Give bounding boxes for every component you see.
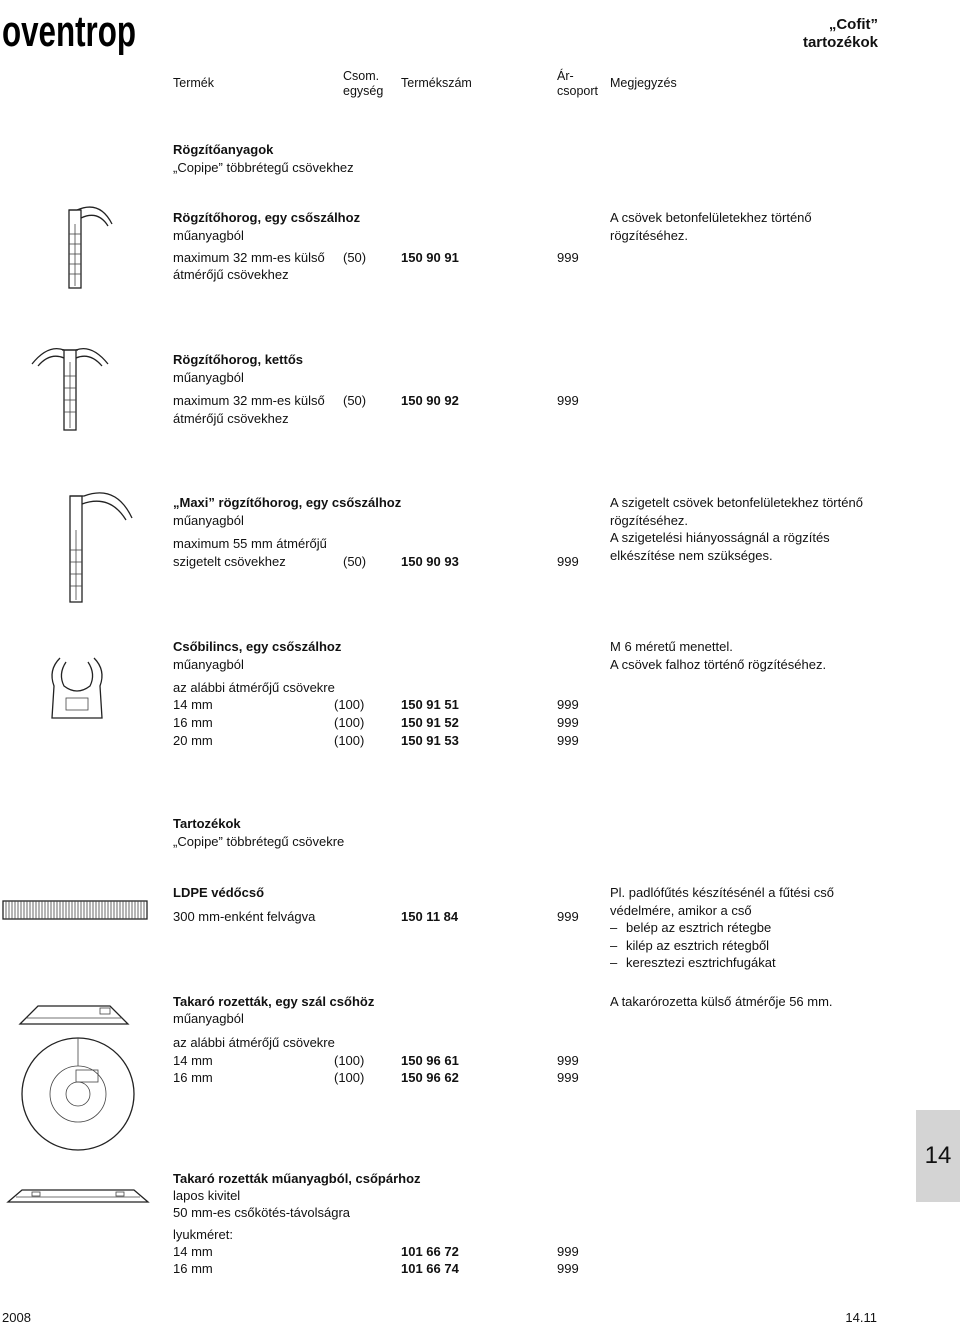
col-price-line2: csoport bbox=[557, 84, 598, 98]
row-size: 14 mm bbox=[173, 1244, 213, 1259]
item-intro: lyukméret: bbox=[173, 1227, 233, 1242]
pipe-clamp-image bbox=[46, 652, 108, 722]
bullet-item: – belép az esztrich rétegbe bbox=[610, 920, 772, 935]
item-price: 999 bbox=[557, 909, 579, 924]
row-number: 101 66 72 bbox=[401, 1244, 459, 1259]
section-subtitle: „Copipe” többrétegű csövekre bbox=[173, 834, 345, 849]
note-line: M 6 méretű menettel. bbox=[610, 639, 733, 654]
item-price: 999 bbox=[557, 393, 579, 408]
note-line: rögzítéséhez. bbox=[610, 227, 689, 243]
row-price: 999 bbox=[557, 1261, 579, 1276]
row-unit: (100) bbox=[334, 1070, 365, 1085]
item-number: 150 90 93 bbox=[401, 554, 459, 569]
item-desc: 300 mm-enként felvágva bbox=[173, 909, 316, 924]
item-unit: (50) bbox=[343, 250, 367, 265]
chapter-tab: 14 bbox=[916, 1110, 960, 1202]
item-note bbox=[610, 494, 863, 564]
item-note bbox=[610, 209, 812, 244]
col-price bbox=[557, 69, 598, 99]
col-number: Termékszám bbox=[401, 76, 472, 90]
rosette-top-image bbox=[20, 1036, 136, 1152]
bullet-item: – keresztezi esztrichfugákat bbox=[610, 955, 776, 970]
product-name: „Cofit” bbox=[828, 16, 878, 33]
bullet-item: – kilép az esztrich rétegből bbox=[610, 937, 770, 953]
item-title: „Maxi” rögzítőhorog, egy csőszálhoz bbox=[173, 495, 402, 510]
item-material: műanyagból bbox=[173, 513, 244, 528]
item-intro: az alábbi átmérőjű csövekre bbox=[173, 1035, 335, 1050]
item-desc: maximum 32 mm-es külső bbox=[173, 250, 325, 265]
row-number: 150 96 61 bbox=[401, 1053, 459, 1068]
row-price: 999 bbox=[557, 715, 579, 730]
row-size: 16 mm bbox=[173, 1070, 213, 1085]
section-subtitle: „Copipe” többrétegű csövekhez bbox=[173, 160, 354, 175]
item-desc: maximum 32 mm-es külső bbox=[173, 393, 325, 408]
row-number: 101 66 74 bbox=[401, 1261, 459, 1276]
row-price: 999 bbox=[557, 1070, 579, 1085]
row-number: 150 96 62 bbox=[401, 1070, 459, 1085]
single-hook-image bbox=[60, 204, 120, 290]
footer-year: 2008 bbox=[2, 1310, 31, 1325]
item-note bbox=[610, 884, 834, 972]
brand-title bbox=[678, 16, 878, 52]
note-line: A csövek betonfelületekhez történő bbox=[610, 210, 812, 225]
double-hook-image bbox=[28, 346, 112, 432]
col-unit-line2: egység bbox=[343, 84, 384, 98]
col-note: Megjegyzés bbox=[610, 76, 677, 90]
maxi-hook-image bbox=[64, 490, 140, 604]
item-price: 999 bbox=[557, 250, 579, 265]
col-unit-line1: Csom. bbox=[343, 69, 380, 83]
footer-page: 14.11 bbox=[845, 1310, 877, 1325]
row-price: 999 bbox=[557, 1053, 579, 1068]
item-desc: átmérőjű csövekhez bbox=[173, 267, 289, 282]
item-desc: szigetelt csövekhez bbox=[173, 554, 286, 569]
item-desc: maximum 55 mm átmérőjű bbox=[173, 536, 327, 551]
corrugated-pipe-image bbox=[2, 898, 148, 922]
logo-text: oventrop bbox=[2, 7, 136, 56]
product-subtitle: tartozékok bbox=[802, 34, 878, 51]
bullet-text: kilép az esztrich rétegből bbox=[626, 937, 770, 953]
item-unit: (50) bbox=[343, 554, 367, 569]
row-price: 999 bbox=[557, 733, 579, 748]
double-rosette-image bbox=[6, 1184, 150, 1204]
item-number: 150 90 91 bbox=[401, 250, 459, 265]
row-size: 16 mm bbox=[173, 1261, 213, 1276]
item-title: Csőbilincs, egy csőszálhoz bbox=[173, 639, 342, 654]
item-desc: 50 mm-es csőkötés-távolságra bbox=[173, 1205, 351, 1220]
note-line: elkészítése nem szükséges. bbox=[610, 547, 773, 563]
row-unit: (100) bbox=[334, 1053, 365, 1068]
item-title: Rögzítőhorog, kettős bbox=[173, 352, 303, 367]
item-desc: átmérőjű csövekhez bbox=[173, 411, 289, 426]
item-number: 150 90 92 bbox=[401, 393, 459, 408]
note-line: rögzítéséhez. bbox=[610, 512, 689, 528]
row-unit: (100) bbox=[334, 733, 365, 748]
item-intro: az alábbi átmérőjű csövekre bbox=[173, 680, 335, 695]
item-number: 150 11 84 bbox=[401, 909, 459, 924]
oventrop-logo bbox=[2, 6, 138, 56]
item-unit: (50) bbox=[343, 393, 367, 408]
item-note bbox=[610, 638, 826, 673]
bullet-text: belép az esztrich rétegbe bbox=[626, 920, 772, 935]
item-title: Takaró rozetták műanyagból, csőpárhoz bbox=[173, 1171, 421, 1186]
item-title: LDPE védőcső bbox=[173, 885, 265, 900]
item-material: műanyagból bbox=[173, 228, 244, 243]
row-size: 14 mm bbox=[173, 697, 213, 712]
note-line: A szigetelési hiányosságnál a rögzítés bbox=[610, 530, 830, 545]
row-unit: (100) bbox=[334, 697, 365, 712]
note-line: A csövek falhoz történő rögzítéséhez. bbox=[610, 656, 827, 672]
rosette-side-image bbox=[18, 996, 130, 1028]
item-desc: lapos kivitel bbox=[173, 1188, 241, 1203]
row-number: 150 91 52 bbox=[401, 715, 459, 730]
row-unit: (100) bbox=[334, 715, 365, 730]
item-material: műanyagból bbox=[173, 370, 244, 385]
section-title: Tartozékok bbox=[173, 816, 241, 831]
row-number: 150 91 51 bbox=[401, 697, 459, 712]
col-product: Termék bbox=[173, 76, 214, 90]
bullet-text: keresztezi esztrichfugákat bbox=[626, 955, 776, 970]
col-unit bbox=[343, 69, 383, 99]
section-title: Rögzítőanyagok bbox=[173, 142, 274, 157]
row-size: 16 mm bbox=[173, 715, 213, 730]
item-material: műanyagból bbox=[173, 657, 244, 672]
col-price-line1: Ár- bbox=[557, 69, 574, 83]
item-material: műanyagból bbox=[173, 1011, 244, 1026]
row-size: 20 mm bbox=[173, 733, 213, 748]
item-price: 999 bbox=[557, 554, 579, 569]
note-line: Pl. padlófűtés készítésénél a fűtési cső bbox=[610, 885, 835, 900]
note-line: A szigetelt csövek betonfelületekhez történő bbox=[610, 495, 863, 510]
item-note: A takarórozetta külső átmérője 56 mm. bbox=[610, 994, 833, 1009]
row-price: 999 bbox=[557, 1244, 579, 1259]
row-size: 14 mm bbox=[173, 1053, 213, 1068]
item-title: Rögzítőhorog, egy csőszálhoz bbox=[173, 210, 361, 225]
row-number: 150 91 53 bbox=[401, 733, 459, 748]
row-price: 999 bbox=[557, 697, 579, 712]
item-title: Takaró rozetták, egy szál csőhöz bbox=[173, 994, 375, 1009]
note-line: védelmére, amikor a cső bbox=[610, 902, 752, 918]
